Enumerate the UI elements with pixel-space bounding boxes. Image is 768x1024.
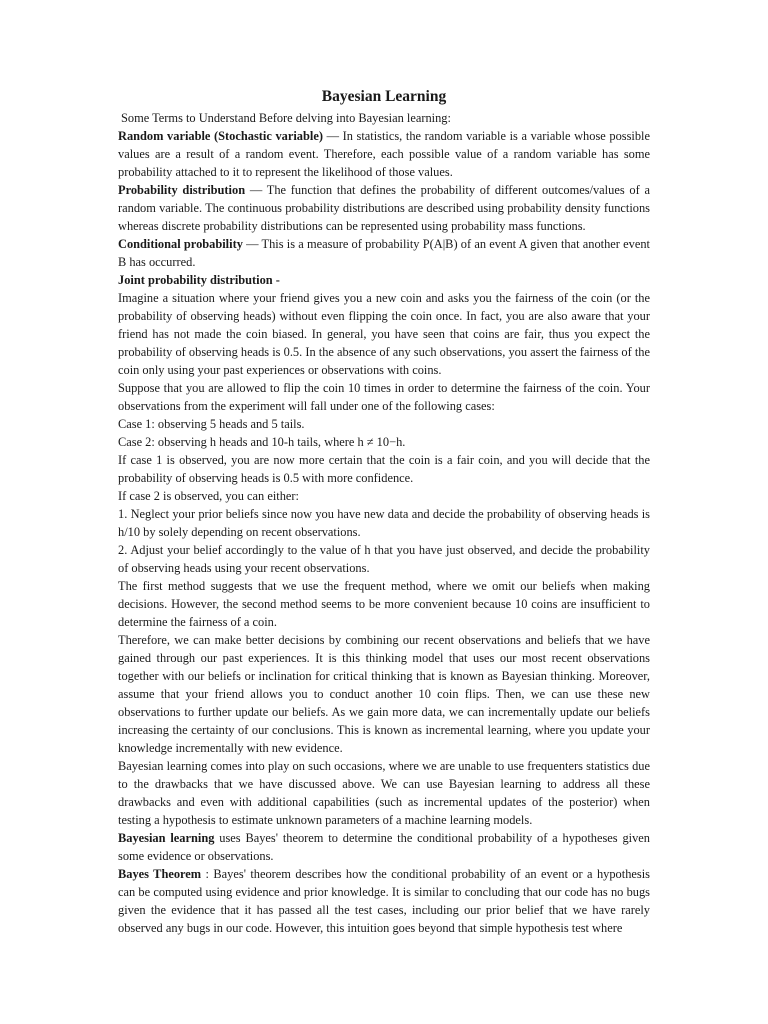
paragraph-case-1: If case 1 is observed, you are now more certain that the coin is a fair coin, and you will decide that the probability of observing heads is 0.5 with more confidence. <box>118 453 650 485</box>
definition-text: — In statistics, the random variable is a variable whose possible values are a result of a random event. Therefore, each possible value of a random variable has some probability attached to it to represent the likelihood of those values. <box>118 129 651 179</box>
paragraph-methods: The first method suggests that we use the frequent method, where we omit our beliefs when making decisions. However, the second method seems to be more convenient because 10 coins are insufficient to determine the fairness of a coin. <box>118 579 650 629</box>
definition-text: — The function that defines the probability of different outcomes/values of a random variable. The continuous probability distributions are described using probability density functions whereas discrete probability distributions can be represented using probability mass functions. <box>118 183 650 233</box>
intro-line: Some Terms to Understand Before delving into Bayesian learning: <box>121 111 451 125</box>
definition-random-variable <box>118 127 650 181</box>
paragraph-coin-scenario: Imagine a situation where your friend gives you a new coin and asks you the fairness of the coin (or the probability of observing heads) without even flipping the coin once. In fact, you are also aware that your friend has not made the coin biased. In general, you have seen that coins are fair, thus you expect the probability of observing heads is 0.5. In the absence of any such observations, you assert the fairness of the coin only using your past experiences or observations with coins. <box>118 291 650 377</box>
term-label: Probability distribution <box>118 183 246 197</box>
definition-conditional-probability <box>118 235 650 271</box>
paragraph-bayesian-thinking: Therefore, we can make better decisions by combining our recent observations and beliefs that we have gained through our past experiences. It is this thinking model that uses our most recent observations together with our beliefs or inclination for critical thinking that is known as Bayesian thinking. Moreover, assume that your friend allows you to conduct another 10 coin flips. Then, we can use these new observations to further update our beliefs. As we gain more data, we can incrementally update our beliefs increasing the certainty of our conclusions. This is known as incremental learning, where you update your knowledge incrementally with new evidence. <box>118 633 650 755</box>
term-label: Random variable (Stochastic variable) <box>118 129 323 143</box>
paragraph-case-2: If case 2 is observed, you can either: <box>118 489 299 503</box>
definition-text: uses Bayes' theorem to determine the conditional probability of a hypotheses given some evidence or observations. <box>118 831 650 863</box>
definition-joint-probability <box>118 271 650 289</box>
document-page <box>118 86 650 937</box>
case-2-line: Case 2: observing h heads and 10-h tails, where h ≠ 10−h. <box>118 435 406 449</box>
definition-bayes-theorem <box>118 865 650 937</box>
option-2: 2. Adjust your belief accordingly to the value of h that you have just observed, and decide the probability of observing heads using your recent observations. <box>118 543 650 575</box>
paragraph-bayesian-learning-occasions: Bayesian learning comes into play on such occasions, where we are unable to use frequenters statistics due to the drawbacks that we have discussed above. We can use Bayesian learning to address all these drawbacks and even with additional capabilities (such as incremental updates of the posterior) when testing a hypothesis to estimate unknown parameters of a machine learning models. <box>118 759 650 827</box>
term-label: Conditional probability <box>118 237 243 251</box>
term-label: Joint probability distribution - <box>118 273 280 287</box>
term-label: Bayes Theorem <box>118 867 202 881</box>
term-label: Bayesian learning <box>118 831 215 845</box>
case-1-line: Case 1: observing 5 heads and 5 tails. <box>118 417 305 431</box>
document-title: Bayesian Learning <box>321 88 447 105</box>
definition-probability-distribution <box>118 181 650 235</box>
paragraph-coin-flips: Suppose that you are allowed to flip the coin 10 times in order to determine the fairness of the coin. Your observations from the experiment will fall under one of the following cases: <box>118 381 650 413</box>
definition-bayesian-learning <box>118 829 650 865</box>
definition-text: — This is a measure of probability P(A|B) of an event A given that another event B has occurred. <box>118 237 650 269</box>
option-1: 1. Neglect your prior beliefs since now you have new data and decide the probability of observing heads is h/10 by solely depending on recent observations. <box>118 507 650 539</box>
definition-text: : Bayes' theorem describes how the conditional probability of an event or a hypothesis can be computed using evidence and prior knowledge. It is similar to concluding that our code has no bugs given the evidence that it has passed all the test cases, including our prior belief that we have rarely observed any bugs in our code. However, this intuition goes beyond that simple hypothesis test where <box>118 867 650 935</box>
